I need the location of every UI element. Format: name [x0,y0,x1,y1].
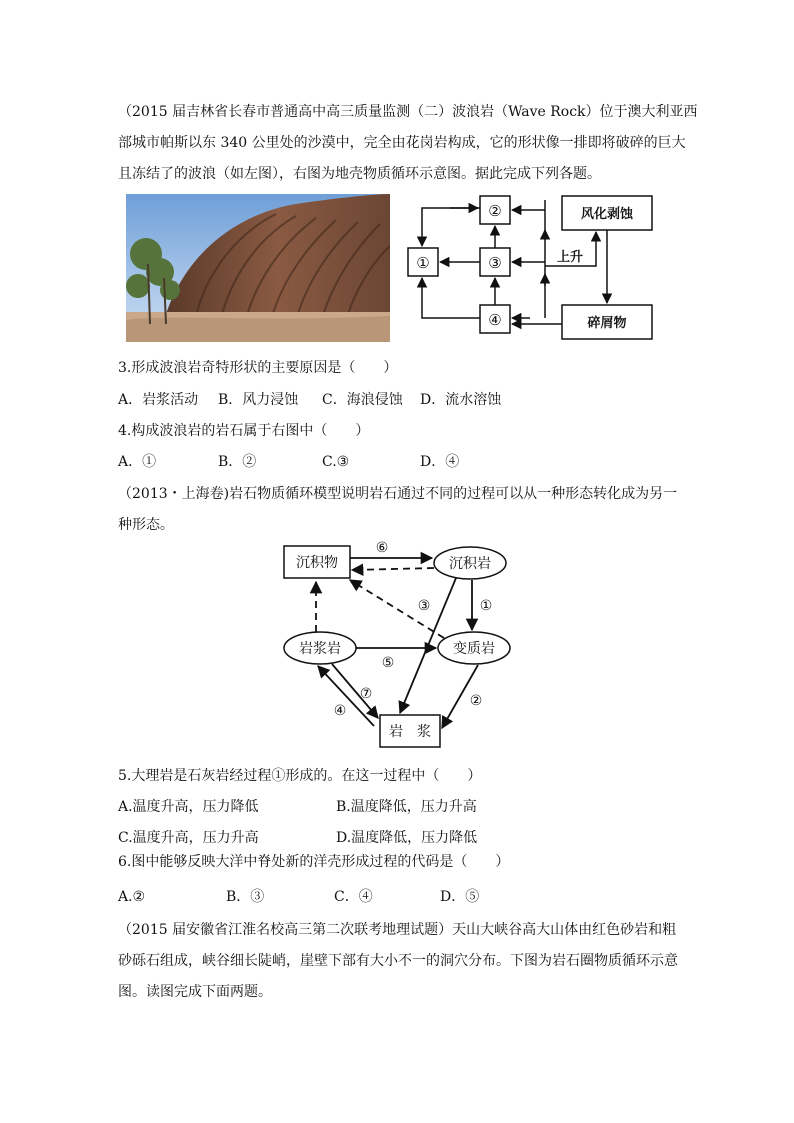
q6-stem: 6.图中能够反映大洋中脊处新的洋壳形成过程的代码是（ ） [118,854,510,870]
q6-option-c[interactable]: C．④ [334,889,373,905]
q5-option-d[interactable]: D.温度降低，压力降低 [336,830,478,846]
q6-option-d[interactable]: D．⑤ [440,889,480,905]
intro3-line1: （2015 届安徽省江淮名校高三第二次联考地理试题）天山大峡谷高大山体由红色砂岩和粗 [118,922,677,938]
q3-option-d[interactable]: D．流水溶蚀 [420,392,502,408]
q3-option-b[interactable]: B．风力浸蚀 [218,392,299,408]
intro2-line1: （2013・上海卷)岩石物质循环模型说明岩石通过不同的过程可以从一种形态转化成为另一 [118,486,678,502]
q4-option-c[interactable]: C.③ [322,454,350,470]
crust-cycle-diagram [400,190,670,350]
label-sedimentary-rock: 沉积岩 [449,556,491,572]
q5-option-b[interactable]: B.温度降低，压力升高 [336,799,477,815]
label-2: ② [488,202,502,220]
q5-stem: 5.大理岩是石灰岩经过程①形成的。在这一过程中（ ） [118,768,482,784]
q5-option-a[interactable]: A.温度升高，压力降低 [118,799,259,815]
label-sediment: 沉积物 [296,555,338,571]
label-process-6: ⑥ [375,540,389,556]
q5-option-c[interactable]: C.温度升高，压力升高 [118,830,259,846]
label-process-1: ① [479,598,493,614]
label-debris: 碎屑物 [587,316,627,331]
intro1-line2: 部城市帕斯以东 340 公里处的沙漠中，完全由花岗岩构成，它的形状像一排即将破碎的巨大 [118,135,686,151]
q3-option-a[interactable]: A．岩浆活动 [118,392,199,408]
q4-option-b[interactable]: B．② [218,454,257,470]
label-process-5: ⑤ [381,655,395,671]
intro1-line1: （2015 届吉林省长春市普通高中高三质量监测（二）波浪岩（Wave Rock）位于澳大利亚西 [118,104,698,120]
label-process-2: ② [469,693,483,709]
label-metamorphic-rock: 变质岩 [453,641,495,657]
intro3-line2: 砂砾石组成，峡谷细长陡峭，崖壁下部有大小不一的洞穴分布。下图为岩石圈物质循环示意 [118,953,678,969]
q3-option-c[interactable]: C．海浪侵蚀 [322,392,403,408]
label-4: ④ [488,311,502,329]
intro1-line3: 且冻结了的波浪（如左图），右图为地壳物质循环示意图。据此完成下列各题。 [118,166,601,182]
label-uplift: 上升 [556,250,584,265]
intro2-line2: 种形态。 [118,517,174,533]
q4-stem: 4.构成波浪岩的岩石属于右图中（ ） [118,423,370,439]
label-weathering: 风化剥蚀 [580,207,634,222]
label-3: ③ [488,254,502,272]
label-process-7: ⑦ [359,686,373,702]
rock-cycle-diagram [270,540,530,750]
label-1: ① [416,254,430,272]
q3-stem: 3.形成波浪岩奇特形状的主要原因是（ ） [118,360,398,376]
label-igneous-rock: 岩浆岩 [299,641,341,657]
intro3-line3: 图。读图完成下面两题。 [118,984,272,1000]
wave-rock-photo [126,194,390,342]
label-process-3: ③ [417,598,431,614]
label-process-4: ④ [333,703,347,719]
q4-option-d[interactable]: D．④ [420,454,460,470]
q4-option-a[interactable]: A．① [118,454,157,470]
label-magma: 岩 浆 [389,724,431,740]
q6-option-b[interactable]: B．③ [226,889,265,905]
q6-option-a[interactable]: A.② [118,889,146,905]
